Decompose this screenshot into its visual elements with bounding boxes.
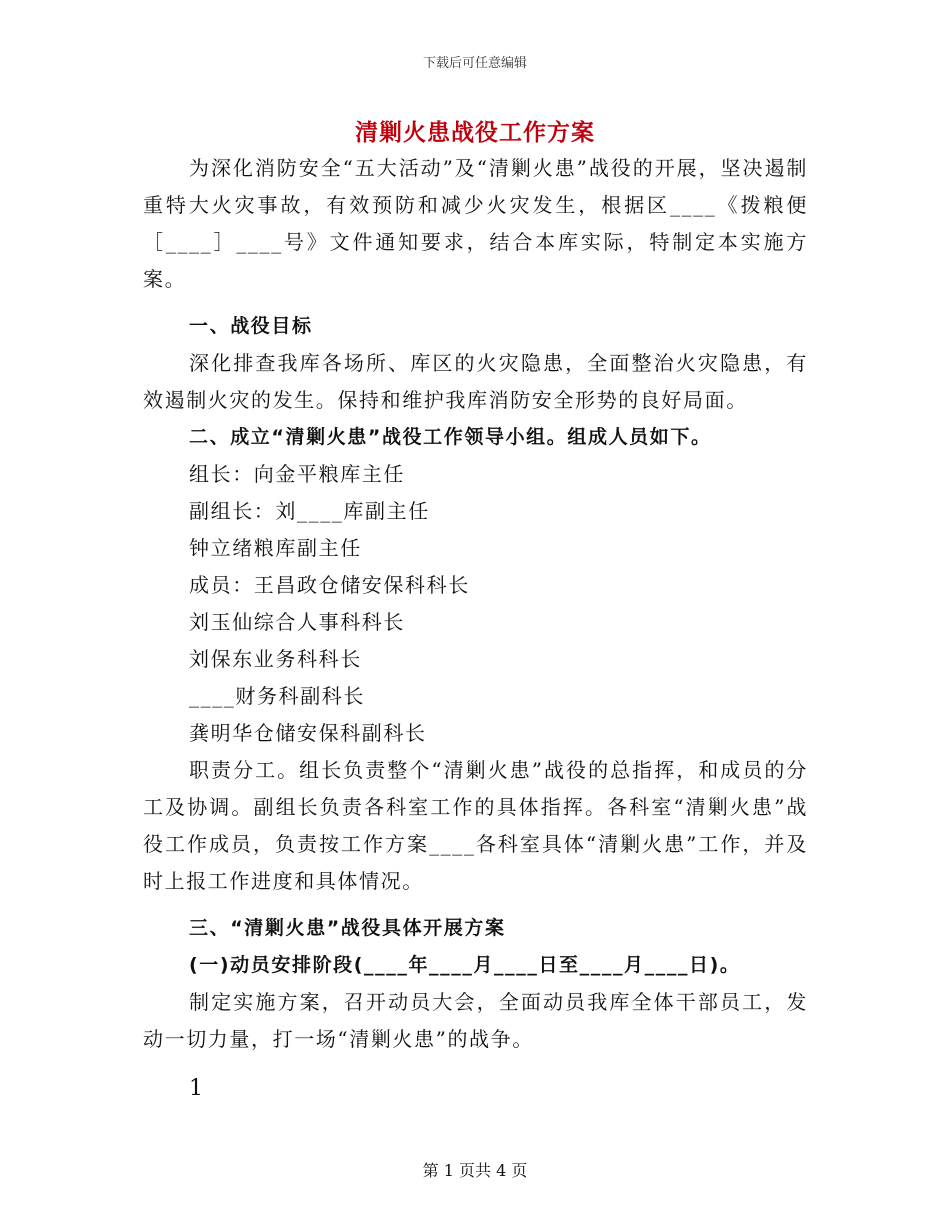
page-footer: 第 1 页共 4 页 bbox=[422, 1161, 528, 1180]
member-line: 副组长：刘____库副主任 bbox=[189, 499, 430, 523]
section2-heading: 二、成立“清剿火患”战役工作领导小组。组成人员如下。 bbox=[189, 426, 712, 448]
section3-heading: 三、“清剿火患”战役具体开展方案 bbox=[189, 917, 506, 939]
member-line: ____财务科副科长 bbox=[189, 684, 365, 708]
member-line: 刘保东业务科科长 bbox=[189, 647, 362, 671]
section1-heading: 一、战役目标 bbox=[189, 315, 313, 337]
header-note: 下载后可任意编辑 bbox=[422, 56, 527, 71]
document-body bbox=[143, 150, 808, 1107]
inline-page-number: 1 bbox=[189, 1076, 205, 1101]
section1-body: 深化排查我库各场所、库区的火灾隐患，全面整治火灾隐患，有效遏制火灾的发生。保持和维护我库消防安全形势的良好局面。 bbox=[143, 351, 808, 412]
member-line: 刘玉仙综合人事科科长 bbox=[189, 610, 405, 634]
member-line: 组长：向金平粮库主任 bbox=[189, 462, 405, 486]
member-line: 成员：王昌政仓储安保科科长 bbox=[189, 573, 470, 597]
duties-paragraph: 职责分工。组长负责整个“清剿火患”战役的总指挥，和成员的分工及协调。副组长负责各科室工作的具体指挥。各科室“清剿火患”战役工作成员，负责按工作方案____各科室具体“清剿火患”工作，并及时上报工作进度和具体情况。 bbox=[143, 758, 808, 893]
intro-paragraph: 为深化消防安全“五大活动”及“清剿火患”战役的开展，坚决遏制重特大火灾事故，有效预防和减少火灾发生，根据区____《拨粮便［____］____号》文件通知要求，结合本库实际，特制定本实施方案。 bbox=[143, 156, 808, 291]
member-line: 钟立绪粮库副主任 bbox=[189, 536, 362, 560]
member-line: 龚明华仓储安保科副科长 bbox=[189, 721, 427, 745]
stage1-body: 制定实施方案，召开动员大会，全面动员我库全体干部员工，发动一切力量，打一场“清剿火患”的战争。 bbox=[143, 990, 808, 1051]
stage1-heading: (一)动员安排阶段(____年____月____日至____月____日)。 bbox=[189, 954, 741, 976]
document-title: 清剿火患战役工作方案 bbox=[355, 119, 595, 146]
